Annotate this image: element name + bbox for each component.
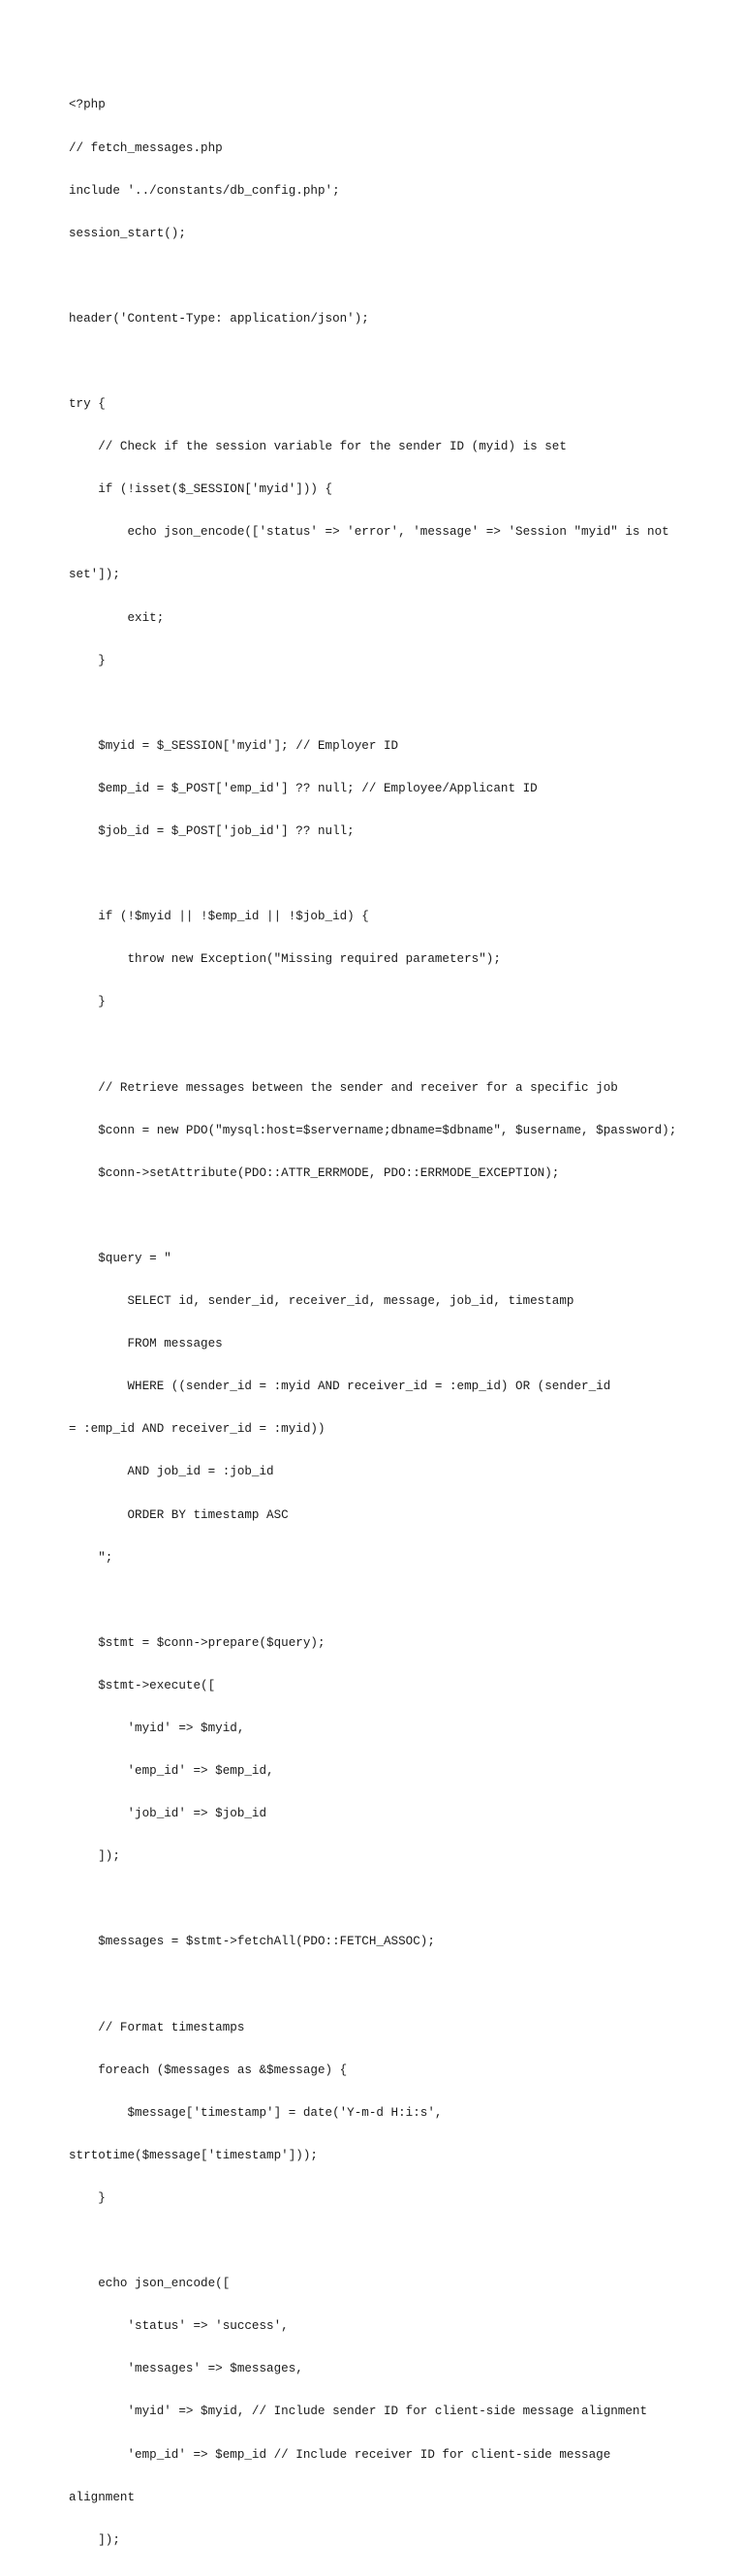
code-line: 'status' => 'success', bbox=[69, 2319, 289, 2334]
code-line: if (!$myid || !$emp_id || !$job_id) { bbox=[69, 910, 369, 924]
code-line bbox=[69, 1978, 689, 1993]
code-line: 'messages' => $messages, bbox=[69, 2362, 303, 2376]
code-line: 'myid' => $myid, // Include sender ID for client-side message alignment bbox=[69, 2405, 648, 2419]
code-line: ]); bbox=[69, 1849, 120, 1864]
code-line: try { bbox=[69, 397, 106, 412]
code-line bbox=[69, 355, 689, 369]
code-line: echo json_encode([ bbox=[69, 2277, 231, 2291]
code-line: header('Content-Type: application/json'); bbox=[69, 311, 369, 326]
code-line: include '../constants/db_config.php'; bbox=[69, 183, 340, 198]
code-line: $conn->setAttribute(PDO::ATTR_ERRMODE, PDO::ERRMODE_EXCEPTION); bbox=[69, 1165, 560, 1180]
code-line: = :emp_id AND receiver_id = :myid)) bbox=[69, 1422, 326, 1437]
code-line: $stmt = $conn->prepare($query); bbox=[69, 1635, 326, 1650]
code-line: } bbox=[69, 2191, 106, 2205]
code-line: echo json_encode(['status' => 'error', 'message' => 'Session "myid" is not bbox=[69, 525, 669, 540]
code-line: $myid = $_SESSION['myid']; // Employer ID bbox=[69, 738, 399, 753]
code-line: // Retrieve messages between the sender and receiver for a specific job bbox=[69, 1080, 618, 1095]
code-line bbox=[69, 1209, 689, 1224]
code-line: $emp_id = $_POST['emp_id'] ?? null; // Employee/Applicant ID bbox=[69, 781, 538, 795]
code-line: session_start(); bbox=[69, 226, 186, 240]
code-line: FROM messages bbox=[69, 1337, 223, 1351]
code-line: ]); bbox=[69, 2532, 120, 2547]
code-line: ORDER BY timestamp ASC bbox=[69, 1507, 289, 1522]
code-line: 'emp_id' => $emp_id // Include receiver ID for client-side message bbox=[69, 2447, 611, 2462]
code-line: 'job_id' => $job_id bbox=[69, 1807, 267, 1821]
code-line bbox=[69, 2234, 689, 2249]
code-line: set']); bbox=[69, 568, 120, 582]
code-line: exit; bbox=[69, 610, 165, 625]
code-line bbox=[69, 697, 689, 711]
code-line: "; bbox=[69, 1550, 113, 1565]
code-line: $message['timestamp'] = date('Y-m-d H:i:s', bbox=[69, 2105, 443, 2120]
code-line: $stmt->execute([ bbox=[69, 1678, 216, 1692]
code-line: alignment bbox=[69, 2490, 136, 2504]
code-block bbox=[69, 70, 689, 2576]
code-line: SELECT id, sender_id, receiver_id, message, job_id, timestamp bbox=[69, 1294, 574, 1309]
code-line: } bbox=[69, 653, 106, 667]
code-line: throw new Exception("Missing required parameters"); bbox=[69, 952, 501, 967]
code-line bbox=[69, 1892, 689, 1907]
code-line: if (!isset($_SESSION['myid'])) { bbox=[69, 482, 333, 497]
code-line: 'emp_id' => $emp_id, bbox=[69, 1764, 274, 1779]
code-line: strtotime($message['timestamp'])); bbox=[69, 2148, 318, 2162]
code-line bbox=[69, 1038, 689, 1052]
code-line: $job_id = $_POST['job_id'] ?? null; bbox=[69, 824, 355, 838]
code-line: // Format timestamps bbox=[69, 2020, 245, 2034]
code-line: // Check if the session variable for the sender ID (myid) is set bbox=[69, 440, 567, 454]
code-line: AND job_id = :job_id bbox=[69, 1465, 274, 1479]
code-line: // fetch_messages.php bbox=[69, 140, 223, 155]
code-line: <?php bbox=[69, 98, 106, 112]
code-line bbox=[69, 1594, 689, 1608]
code-line bbox=[69, 269, 689, 284]
code-line: $messages = $stmt->fetchAll(PDO::FETCH_ASSOC); bbox=[69, 1935, 435, 1949]
code-line: foreach ($messages as &$message) { bbox=[69, 2063, 348, 2077]
code-line: } bbox=[69, 995, 106, 1009]
code-line: 'myid' => $myid, bbox=[69, 1721, 245, 1735]
code-line bbox=[69, 867, 689, 882]
code-line: WHERE ((sender_id = :myid AND receiver_id = :emp_id) OR (sender_id bbox=[69, 1380, 611, 1394]
code-line: $conn = new PDO("mysql:host=$servername;dbname=$dbname", $username, $password); bbox=[69, 1123, 677, 1137]
code-line: $query = " bbox=[69, 1251, 171, 1265]
